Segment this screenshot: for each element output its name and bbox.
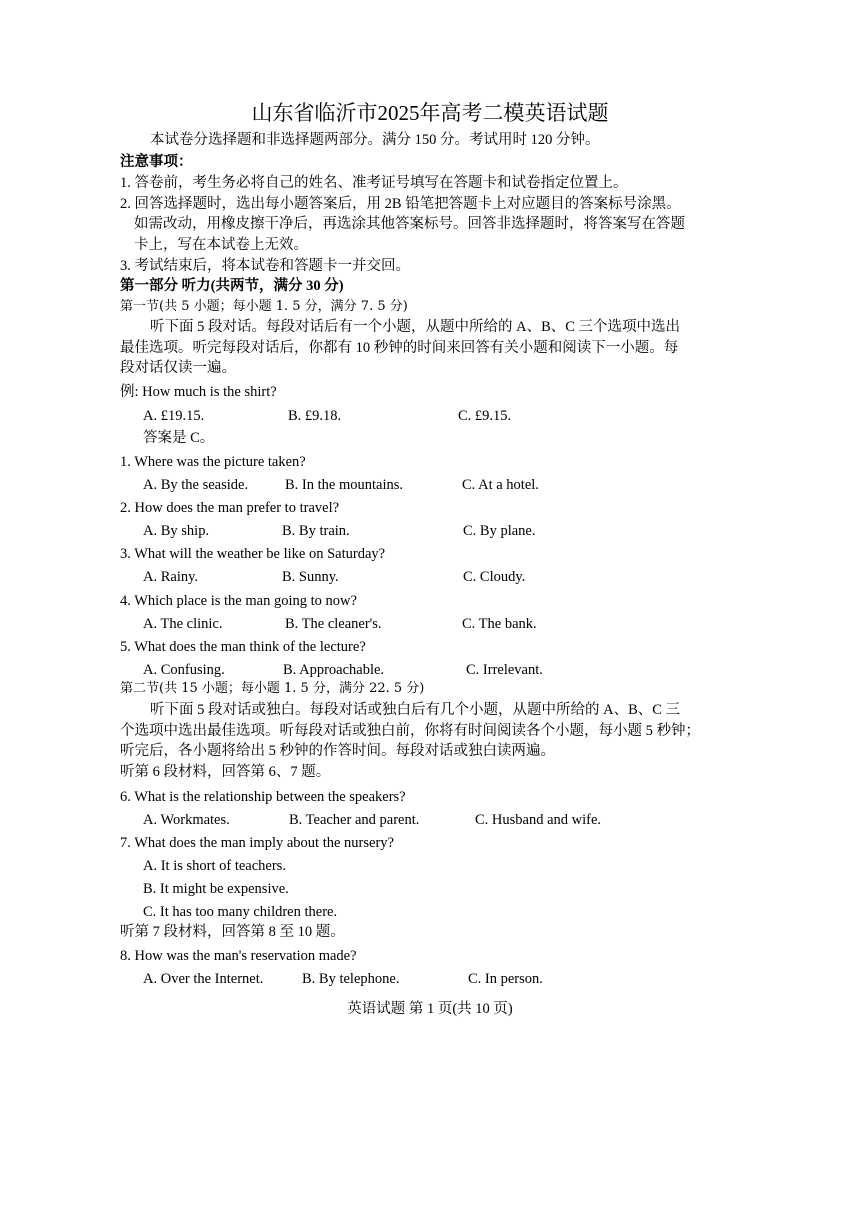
example-option-a: A. £19.15. bbox=[143, 408, 205, 424]
example-option-b: B. £9.18. bbox=[288, 408, 342, 424]
section2-instruction: 听完后，各小题将给出 5 秒钟的作答时间。每段对话或独白读两遍。 bbox=[120, 743, 555, 759]
notice-heading: 注意事项： bbox=[120, 154, 193, 170]
question-1: 1. Where was the picture taken? bbox=[120, 454, 306, 470]
q8-option-c: C. In person. bbox=[468, 971, 543, 987]
section1-instruction: 段对话仅读一遍。 bbox=[120, 360, 236, 376]
question-7: 7. What does the man imply about the nursery? bbox=[120, 835, 394, 851]
notice-line: 卡上，写在本试卷上无效。 bbox=[134, 237, 308, 253]
notice-line: 如需改动，用橡皮擦干净后，再选涂其他答案标号。回答非选择题时，将答案写在答题 bbox=[134, 216, 685, 232]
section1-instruction: 听下面 5 段对话。每段对话后有一个小题，从题中所给的 A、B、C 三个选项中选出 bbox=[150, 319, 681, 335]
section2-instruction: 听下面 5 段对话或独白。每段对话或独白后有几个小题，从题中所给的 A、B、C 三 bbox=[150, 702, 681, 718]
q4-option-c: C. The bank. bbox=[462, 616, 537, 632]
question-4: 4. Which place is the man going to now? bbox=[120, 593, 357, 609]
example-question: 例: How much is the shirt? bbox=[120, 384, 277, 400]
q2-option-c: C. By plane. bbox=[463, 523, 536, 539]
q3-option-a: A. Rainy. bbox=[143, 569, 199, 585]
q6-option-c: C. Husband and wife. bbox=[475, 812, 602, 828]
q1-option-a: A. By the seaside. bbox=[143, 477, 249, 493]
intro-text: 本试卷分选择题和非选择题两部分。满分 150 分。考试用时 120 分钟。 bbox=[150, 132, 600, 148]
notice-line: 1. 答卷前，考生务必将自己的姓名、准考证号填写在答题卡和试卷指定位置上。 bbox=[120, 175, 628, 191]
q2-option-a: A. By ship. bbox=[143, 523, 210, 539]
part1-heading: 第一部分 听力(共两节，满分 30 分) bbox=[120, 278, 344, 294]
material-6-note: 听第 6 段材料，回答第 6、7 题。 bbox=[120, 764, 331, 780]
q3-option-c: C. Cloudy. bbox=[463, 569, 526, 585]
section1-instruction: 最佳选项。听完每段对话后，你都有 10 秒钟的时间来回答有关小题和阅读下一小题。每 bbox=[120, 340, 679, 356]
q4-option-b: B. The cleaner's. bbox=[285, 616, 382, 632]
question-6: 6. What is the relationship between the speakers? bbox=[120, 789, 406, 805]
section1-heading: 第一节(共 5 小题；每小题 1. 5 分，满分 7. 5 分) bbox=[120, 299, 408, 314]
notice-line: 2. 回答选择题时，选出每小题答案后，用 2B 铅笔把答题卡上对应题目的答案标号涂黑。 bbox=[120, 196, 681, 212]
example-option-c: C. £9.15. bbox=[458, 408, 512, 424]
q1-option-b: B. In the mountains. bbox=[285, 477, 404, 493]
section2-heading: 第二节(共 15 小题；每小题 1. 5 分，满分 22. 5 分) bbox=[120, 681, 425, 696]
q7-option-b: B. It might be expensive. bbox=[143, 881, 289, 897]
q1-option-c: C. At a hotel. bbox=[462, 477, 539, 493]
q6-option-b: B. Teacher and parent. bbox=[289, 812, 420, 828]
q8-option-a: A. Over the Internet. bbox=[143, 971, 264, 987]
q4-option-a: A. The clinic. bbox=[143, 616, 223, 632]
q5-option-a: A. Confusing. bbox=[143, 662, 225, 678]
q7-option-c: C. It has too many children there. bbox=[143, 904, 338, 920]
q7-option-a: A. It is short of teachers. bbox=[143, 858, 286, 874]
section2-instruction: 个选项中选出最佳选项。听每段对话或独白前，你将有时间阅读各个小题，每小题 5 秒钟； bbox=[120, 723, 700, 739]
q8-option-b: B. By telephone. bbox=[302, 971, 400, 987]
q2-option-b: B. By train. bbox=[282, 523, 350, 539]
question-2: 2. How does the man prefer to travel? bbox=[120, 500, 340, 516]
q5-option-b: B. Approachable. bbox=[283, 662, 385, 678]
q3-option-b: B. Sunny. bbox=[282, 569, 339, 585]
notice-line: 3. 考试结束后，将本试卷和答题卡一并交回。 bbox=[120, 258, 410, 274]
q6-option-a: A. Workmates. bbox=[143, 812, 230, 828]
page-title: 山东省临沂市2025年高考二模英语试题 bbox=[251, 101, 609, 125]
question-8: 8. How was the man's reservation made? bbox=[120, 948, 357, 964]
material-7-note: 听第 7 段材料，回答第 8 至 10 题。 bbox=[120, 924, 345, 940]
example-answer: 答案是 C。 bbox=[143, 430, 215, 446]
page-footer: 英语试题 第 1 页(共 10 页) bbox=[347, 1001, 513, 1017]
q5-option-c: C. Irrelevant. bbox=[466, 662, 543, 678]
question-3: 3. What will the weather be like on Saturday? bbox=[120, 546, 386, 562]
question-5: 5. What does the man think of the lecture? bbox=[120, 639, 366, 655]
